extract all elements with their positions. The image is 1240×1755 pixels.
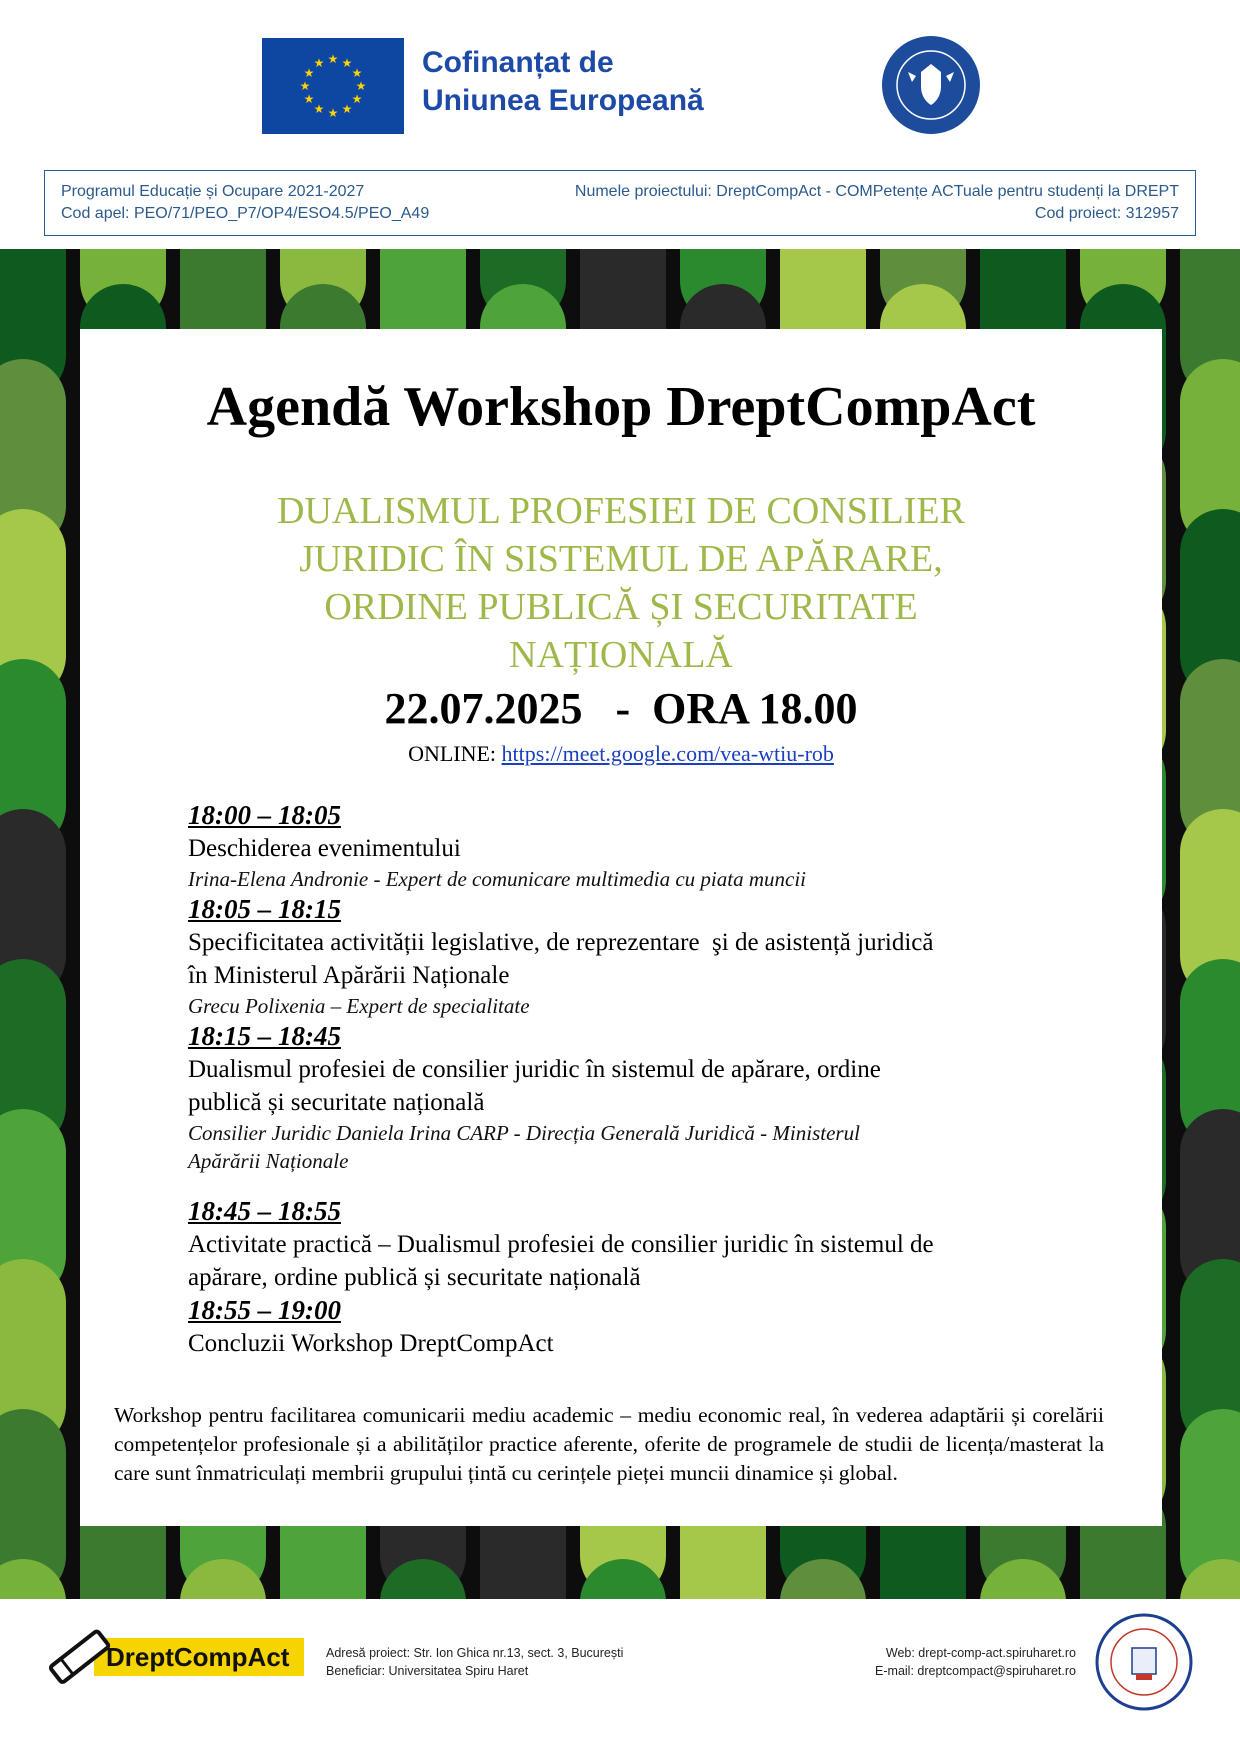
project-code: Cod proiect: 312957 [1034,205,1179,222]
email-line[interactable]: E-mail: dreptcompact@spiruharet.ro [875,1664,1076,1678]
agenda-item [188,893,1088,1020]
agenda-speaker: Grecu Polixenia – Expert de specialitate [188,994,530,1018]
agenda-topic: apărare, ordine publică și securitate națională [188,1264,641,1291]
svg-text:★: ★ [299,79,311,93]
svg-text:★: ★ [351,92,363,106]
project-name: Numele proiectului: DreptCompAct - COMPetențe ACTuale pentru studenți la DREPT [574,183,1179,200]
agenda-card [80,329,1162,1526]
agenda-topic: Concluzii Workshop DreptCompAct [188,1330,554,1357]
beneficiary-line: Beneficiar: Universitatea Spiru Haret [326,1664,529,1678]
agenda-topic: Activitate practică – Dualismul profesiei de consilier juridic în sistemul de [188,1231,934,1258]
workshop-subtitle [230,487,1012,679]
project-info [575,181,1179,225]
workshop-description: Workshop pentru facilitarea comunicarii mediu academic – mediu economic real, în vederea adaptării și corelării competențelor profesionale și a abilităților practice aferente, oferite de programele de studii de licența/masterat la care sunt înmatriculați membrii grupului țintă cu cerințele pieței muncii dinamice și global. [114,1403,1104,1485]
agenda-topic: publică și securitate națională [188,1089,485,1116]
subtitle-line: NAȚIONALĂ [509,634,733,676]
logo-text: DreptCompAct [106,1642,290,1672]
agenda-topic: în Ministerul Apărării Naționale [188,962,510,989]
government-seal-icon [880,34,982,136]
agenda-speaker: Consilier Juridic Daniela Irina CARP - Direcția Generală Juridică - Ministerul [188,1121,860,1145]
university-seal-icon [1094,1612,1194,1712]
agenda-time: 18:45 – 18:55 [188,1196,341,1226]
svg-text:★: ★ [313,102,325,116]
svg-text:★: ★ [327,52,339,66]
svg-text:★: ★ [351,66,363,80]
svg-text:★: ★ [303,66,315,80]
agenda-time: 18:05 – 18:15 [188,894,341,924]
svg-text:★: ★ [313,56,325,70]
program-info [61,181,429,225]
meet-link[interactable]: https://meet.google.com/vea-wtiu-rob [501,741,834,766]
subtitle-line: JURIDIC ÎN SISTEMUL DE APĂRARE, [299,538,943,580]
project-address [326,1644,623,1680]
svg-text:★: ★ [341,102,353,116]
agenda-speaker: Irina-Elena Andronie - Expert de comunicare multimedia cu piata muncii [188,867,807,891]
agenda-item [188,799,1088,893]
web-line[interactable]: Web: drept-comp-act.spiruharet.ro [885,1646,1076,1660]
agenda-topic: Deschiderea evenimentului [188,835,461,862]
agenda-item [188,1294,1088,1360]
agenda-item [188,1020,1088,1175]
project-info-box [44,170,1196,236]
eu-flag-icon [262,38,404,134]
agenda-topic: Dualismul profesiei de consilier juridic în sistemul de apărare, ordine [188,1056,881,1083]
agenda-list [188,799,1088,1360]
svg-text:★: ★ [355,79,367,93]
agenda-item [188,1195,1088,1294]
svg-text:★: ★ [303,92,315,106]
dreptcompact-logo [44,1614,304,1686]
subtitle-line: ORDINE PUBLICĂ ȘI SECURITATE [324,586,918,628]
svg-text:★: ★ [341,56,353,70]
page-title: Agendă Workshop DreptCompAct [206,376,1036,438]
call-code: Cod apel: PEO/71/PEO_P7/OP4/ESO4.5/PEO_A49 [61,205,430,222]
event-datetime: 22.07.2025 - ORA 18.00 [384,684,858,733]
cofin-line-2: Uniunea Europeană [422,84,704,117]
svg-text:★: ★ [327,106,339,120]
online-info [80,741,1162,767]
project-contact [875,1644,1076,1680]
online-label: ONLINE: [408,741,502,766]
spacer [188,1175,1088,1195]
agenda-speaker: Apărării Naționale [188,1149,349,1173]
address-line: Adresă proiect: Str. Ion Ghica nr.13, sect. 3, București [326,1646,624,1660]
agenda-topic: Specificitatea activității legislative, de reprezentare şi de asistență juridică [188,929,934,956]
subtitle-line: DUALISMUL PROFESIEI DE CONSILIER [277,490,965,532]
program-name: Programul Educație și Ocupare 2021-2027 [61,183,365,200]
cofin-line-1: Cofinanțat de [422,46,614,79]
agenda-time: 18:15 – 18:45 [188,1021,341,1051]
cofinantat-label [422,44,704,120]
agenda-time: 18:00 – 18:05 [188,800,341,830]
agenda-time: 18:55 – 19:00 [188,1295,341,1325]
